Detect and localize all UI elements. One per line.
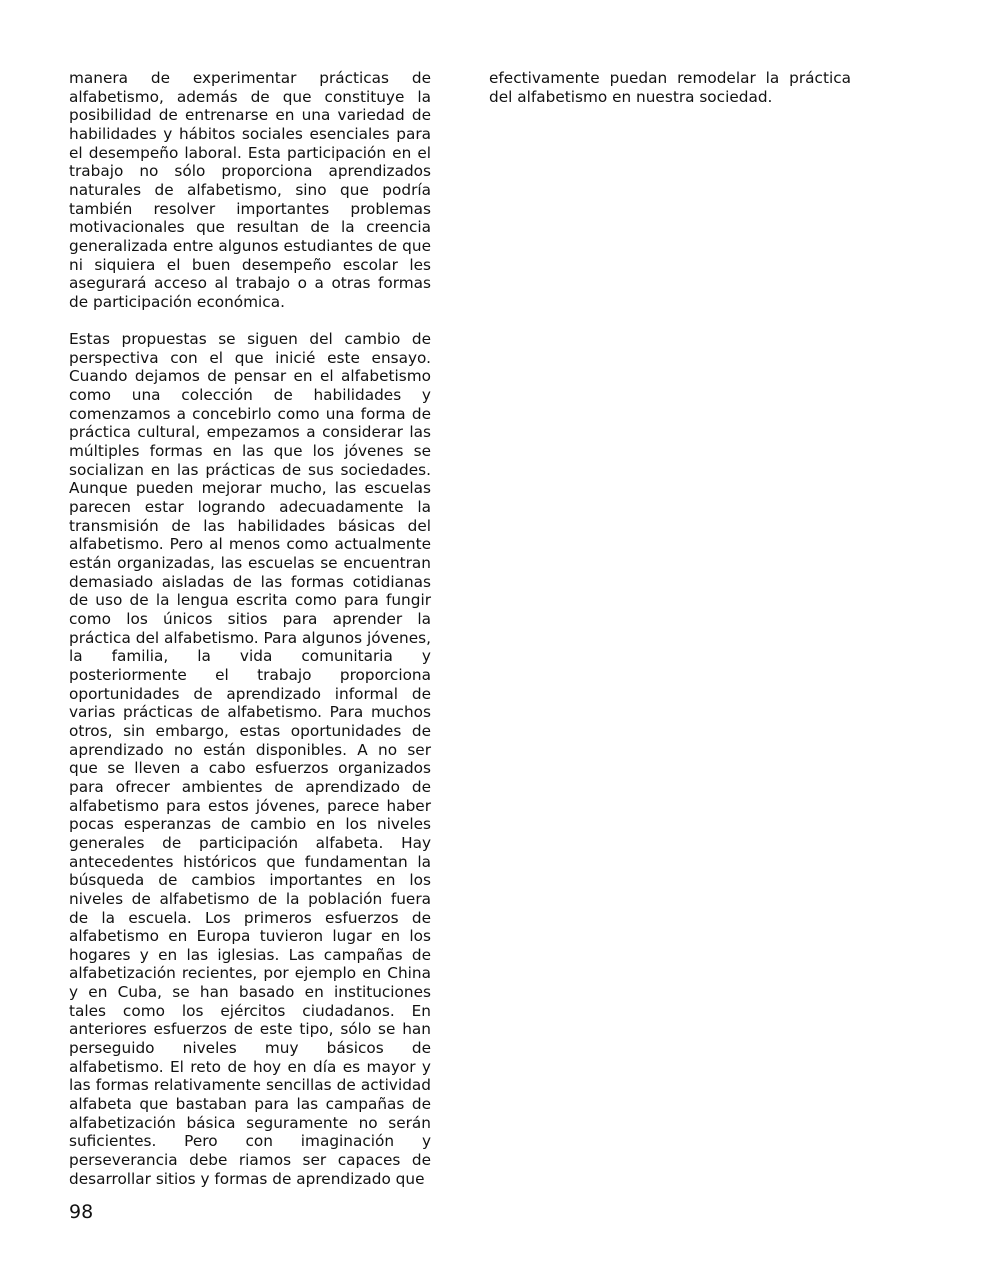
body-paragraph: manera de experimentar prácticas de alfabetismo, además de que constituye la posibilidad de entrenarse en una variedad de habilidades y hábitos sociales esenciales para el desempeño laboral. Esta participación en el trabajo no sólo proporciona aprendizados naturales de alfabetismo, sino que podría también resolver importantes problemas motivacionales que resultan de la creencia generalizada entre algunos estudiantes de que ni siquiera el buen desempeño escolar les asegurará acceso al trabajo o a otras formas de participación económica. [69, 69, 431, 311]
page-number: 98 [69, 1201, 94, 1223]
left-text-column [69, 69, 431, 1188]
body-paragraph: Estas propuestas se siguen del cambio de perspectiva con el que inicié este ensayo. Cuando dejamos de pensar en el alfabetismo como una colección de habilidades y comenzamos a concebirlo como una forma de práctica cultural, empezamos a considerar las múltiples formas en las que los jóvenes se socializan en las prácticas de sus sociedades. Aunque pueden mejorar mucho, las escuelas parecen estar logrando adecuadamente la transmisión de las habilidades básicas del alfabetismo. Pero al menos como actualmente están organizadas, las escuelas se encuentran demasiado aisladas de las formas cotidianas de uso de la lengua escrita como para fungir como los únicos sitios para aprender la práctica del alfabetismo. Para algunos jóvenes, la familia, la vida comunitaria y posteriormente el trabajo proporciona oportunidades de aprendizado informal de varias prácticas de alfabetismo. Para muchos otros, sin embargo, estas oportunidades de aprendizado no están disponibles. A no ser que se lleven a cabo esfuerzos organizados para ofrecer ambientes de aprendizado de alfabetismo para estos jóvenes, parece haber pocas esperanzas de cambio en los niveles generales de participación alfabeta. Hay antecedentes históricos que fundamentan la búsqueda de cambios importantes en los niveles de alfabetismo de la población fuera de la escuela. Los primeros esfuerzos de alfabetismo en Europa tuvieron lugar en los hogares y en las iglesias. Las campañas de alfabetización recientes, por ejemplo en China y en Cuba, se han basado en instituciones tales como los ejércitos ciudadanos. En anteriores esfuerzos de este tipo, sólo se han perseguido niveles muy básicos de alfabetismo. El reto de hoy en día es mayor y las formas relativamente sencillas de actividad alfabeta que bastaban para las campañas de alfabetización básica seguramente no serán suficientes. Pero con imaginación y perseverancia debe riamos ser capaces de desarrollar sitios y formas de aprendizado que [69, 330, 431, 1188]
body-paragraph: efectivamente puedan remodelar la práctica del alfabetismo en nuestra sociedad. [489, 69, 851, 106]
right-text-column [489, 69, 851, 106]
